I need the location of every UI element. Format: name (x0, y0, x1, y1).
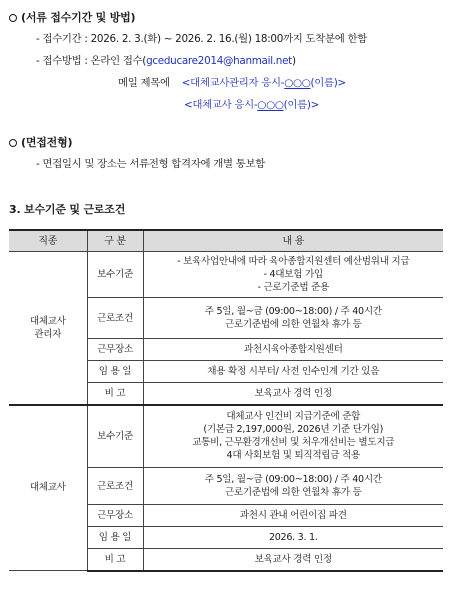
content-cell: 2026. 3. 1. (143, 527, 443, 549)
category-cell: 보수기준 (87, 252, 143, 298)
content-cell: 주 5일, 월~금 (09:00~18:00) / 주 40시간 근로기준법에 의한 연월차 휴가 등 (143, 298, 443, 339)
pay-conditions-table (9, 229, 443, 572)
application-method: - 접수방법 : 온라인 접수(gceducare2014@hanmail.net) (36, 55, 296, 67)
content-cell: 과천시 관내 어린이집 파견 (143, 505, 443, 527)
header-job-type: 직종 (9, 230, 87, 252)
content-cell: 채용 확정 시부터/ 사전 인수인계 기간 있음 (143, 361, 443, 383)
category-cell: 근로조건 (87, 298, 143, 339)
content-cell: 대체교사 인건비 지급기준에 준함 (기본급 2,197,000원, 2026년 기준 단가임) 교통비, 근무환경개선비 및 처우개선비는 별도지급 4대 사회보험 및 퇴직적립금 적용 (143, 405, 443, 468)
mail-subject-label: 메일 제목에 (118, 77, 170, 89)
section-heading-pay: 3. 보수기준 및 근로조건 (9, 203, 126, 216)
content-cell: 과천시육아종합지원센터 (143, 339, 443, 361)
mail-subject-line-2: <대체교사 응시-○○○(이름)> (184, 99, 319, 111)
content-cell: 주 5일, 월~금 (09:00~18:00) / 주 40시간 근로기준법에 의한 연월차 휴가 등 (143, 468, 443, 505)
category-cell: 임 용 일 (87, 527, 143, 549)
interview-notice: - 면접일시 및 장소는 서류전형 합격자에 개별 통보함 (36, 158, 265, 170)
content-cell: 보육교사 경력 인정 (143, 383, 443, 405)
content-cell: - 보육사업안내에 따라 육아종합지원센터 예산범위내 지급 - 4대보험 가입 - 근로기준법 준용 (143, 252, 443, 298)
category-cell: 보수기준 (87, 405, 143, 468)
category-cell: 근로조건 (87, 468, 143, 505)
category-cell: 근무장소 (87, 505, 143, 527)
header-content: 내 용 (143, 230, 443, 252)
application-period: - 접수기간 : 2026. 2. 3.(화) ~ 2026. 2. 16.(월) 18:00까지 도착분에 한함 (36, 33, 367, 45)
table-row (9, 405, 443, 468)
circle-bullet-icon (9, 14, 17, 22)
category-cell: 임 용 일 (87, 361, 143, 383)
job-type-cell: 대체교사 (9, 405, 87, 571)
category-cell: 비 고 (87, 383, 143, 405)
circle-bullet-icon (9, 139, 17, 147)
header-category: 구 분 (87, 230, 143, 252)
job-type-cell: 대체교사 관리자 (9, 252, 87, 405)
content-cell: 보육교사 경력 인정 (143, 549, 443, 571)
section-heading-application: (서류 접수기간 및 방법) (9, 9, 135, 25)
email-address: gceducare2014@hanmail.net (146, 55, 292, 67)
mail-subject-line-1: 메일 제목에 <대체교사관리자 응시-○○○(이름)> (118, 77, 346, 89)
category-cell: 비 고 (87, 549, 143, 571)
category-cell: 근무장소 (87, 339, 143, 361)
section-heading-interview: (면접전형) (9, 134, 72, 150)
table-row (9, 252, 443, 298)
